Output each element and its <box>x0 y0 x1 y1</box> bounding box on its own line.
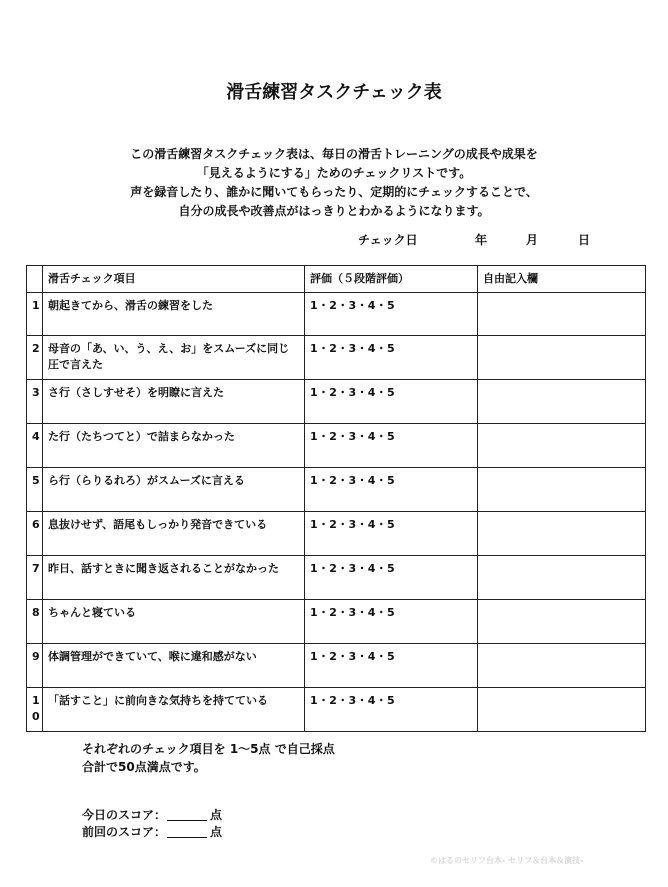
header-item: 滑舌チェック項目 <box>43 266 305 293</box>
table-row <box>27 293 646 336</box>
intro-text <box>0 145 668 221</box>
table-row <box>27 468 646 512</box>
table-row <box>27 380 646 424</box>
row-number: 8 <box>27 600 43 644</box>
table-row <box>27 644 646 688</box>
table-header-row <box>27 266 646 293</box>
row-number: 3 <box>27 380 43 424</box>
row-score[interactable]: 1・2・3・4・5 <box>305 336 478 380</box>
row-number: 4 <box>27 424 43 468</box>
row-notes[interactable] <box>478 424 646 468</box>
row-notes[interactable] <box>478 600 646 644</box>
row-item: 息抜けせず、語尾もしっかり発音できている <box>43 512 305 556</box>
row-number: 6 <box>27 512 43 556</box>
row-score[interactable]: 1・2・3・4・5 <box>305 688 478 732</box>
intro-line: この滑舌練習タスクチェック表は、毎日の滑舌トレーニングの成長や成果を <box>130 147 538 161</box>
row-score[interactable]: 1・2・3・4・5 <box>305 644 478 688</box>
year-label: 年 <box>475 233 488 247</box>
row-score[interactable]: 1・2・3・4・5 <box>305 600 478 644</box>
check-table <box>26 265 646 732</box>
row-number: 5 <box>27 468 43 512</box>
header-no <box>27 266 43 293</box>
row-number: 9 <box>27 644 43 688</box>
row-score[interactable]: 1・2・3・4・5 <box>305 512 478 556</box>
row-number: 7 <box>27 556 43 600</box>
row-notes[interactable] <box>478 468 646 512</box>
row-notes[interactable] <box>478 688 646 732</box>
previous-score-label: 前回のスコア： <box>82 825 167 839</box>
row-notes[interactable] <box>478 556 646 600</box>
row-item: 昨日、話すときに聞き返されることがなかった <box>43 556 305 600</box>
row-score[interactable]: 1・2・3・4・5 <box>305 293 478 336</box>
row-score[interactable]: 1・2・3・4・5 <box>305 424 478 468</box>
month-label: 月 <box>526 233 539 247</box>
check-date-label: チェック日 <box>358 233 418 247</box>
page-title: 滑舌練習タスクチェック表 <box>226 82 442 103</box>
row-item: 「話すこと」に前向きな気持ちを持てている <box>43 688 305 732</box>
instruction-line: 合計で50点満点です。 <box>82 760 206 774</box>
row-item: た行（たちつてと）で詰まらなかった <box>43 424 305 468</box>
row-notes[interactable] <box>478 380 646 424</box>
row-number: 1 <box>27 293 43 336</box>
scoring-instructions <box>82 740 335 776</box>
row-item: さ行（さしすせそ）を明瞭に言えた <box>43 380 305 424</box>
row-item: 朝起きてから、滑舌の練習をした <box>43 293 305 336</box>
intro-line: 自分の成長や改善点がはっきりとわかるようになります。 <box>178 204 490 218</box>
previous-score-blank[interactable] <box>167 825 207 838</box>
intro-line: 「見えるようにする」ためのチェックリストです。 <box>196 166 472 180</box>
today-score-label: 今日のスコア： <box>82 808 167 822</box>
table-row <box>27 424 646 468</box>
row-item: 体調管理ができていて、喉に違和感がない <box>43 644 305 688</box>
table-row <box>27 512 646 556</box>
intro-line: 声を録音したり、誰かに聞いてもらったり、定期的にチェックすることで、 <box>130 185 538 199</box>
row-score[interactable]: 1・2・3・4・5 <box>305 468 478 512</box>
row-score[interactable]: 1・2・3・4・5 <box>305 556 478 600</box>
row-notes[interactable] <box>478 512 646 556</box>
table-row <box>27 556 646 600</box>
table-row <box>27 600 646 644</box>
day-label: 日 <box>578 233 591 247</box>
row-notes[interactable] <box>478 293 646 336</box>
instruction-line: それぞれのチェック項目を 1〜5点 で自己採点 <box>82 742 335 756</box>
row-notes[interactable] <box>478 336 646 380</box>
today-score-unit: 点 <box>210 808 223 822</box>
score-summary <box>82 807 222 841</box>
table-row <box>27 336 646 380</box>
today-score-blank[interactable] <box>167 808 207 821</box>
row-number: 2 <box>27 336 43 380</box>
row-number: 10 <box>27 688 43 732</box>
table-row <box>27 688 646 732</box>
row-item: 母音の「あ、い、う、え、お」をスムーズに同じ圧で言えた <box>43 336 305 380</box>
header-notes: 自由記入欄 <box>478 266 646 293</box>
previous-score <box>82 824 222 841</box>
previous-score-unit: 点 <box>210 825 223 839</box>
today-score <box>82 807 222 824</box>
header-score: 評価（５段階評価） <box>305 266 478 293</box>
row-score[interactable]: 1・2・3・4・5 <box>305 380 478 424</box>
row-item: ら行（らりるれろ）がスムーズに言える <box>43 468 305 512</box>
row-notes[interactable] <box>478 644 646 688</box>
row-item: ちゃんと寝ている <box>43 600 305 644</box>
watermark: ©はるのセリフ台本- セリフ＆台本＆演技- <box>430 856 584 865</box>
